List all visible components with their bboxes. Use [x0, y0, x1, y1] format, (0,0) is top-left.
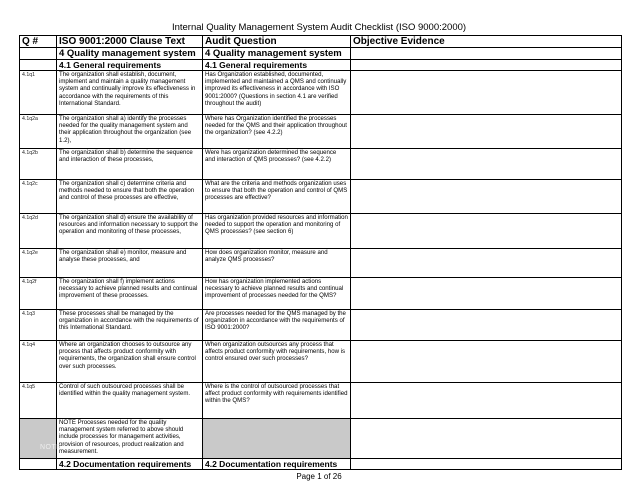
- evidence-cell[interactable]: [351, 149, 622, 180]
- audit-question: When organization outsources any process that affects product conformity with requirements, how is control ensured over such processes?: [203, 341, 351, 383]
- evidence-cell[interactable]: [351, 48, 622, 60]
- document-title: Internal Quality Management System Audit Checklist (ISO 9000:2000): [171, 22, 467, 33]
- audit-question: How has organization implemented actions necessary to achieve planned results and continual improvement of processes needed for the QMS?: [203, 278, 351, 310]
- clause-text: The organization shall c) determine criteria and methods needed to ensure that both the operation and control of these processes are effective,: [57, 180, 203, 214]
- evidence-cell[interactable]: [351, 310, 622, 341]
- table-row: [20, 71, 622, 115]
- section-row-4-2: [20, 459, 622, 470]
- evidence-cell[interactable]: [351, 459, 622, 470]
- clause-text: The organization shall a) identify the processes needed for the quality management system and their application throughout the organization (see 1.2),: [57, 115, 203, 149]
- evidence-cell[interactable]: [351, 71, 622, 115]
- clause-text: The organization shall b) determine the sequence and interaction of these processes,: [57, 149, 203, 180]
- section-q-empty: [20, 459, 57, 470]
- table-row: [20, 180, 622, 214]
- table-row: [20, 278, 622, 310]
- evidence-cell[interactable]: [351, 180, 622, 214]
- question-number: 4.1q3: [20, 310, 57, 341]
- audit-question: What are the criteria and methods organization uses to ensure that both the operation and control of QMS processes are effective?: [203, 180, 351, 214]
- question-number: 4.1q2d: [20, 214, 57, 249]
- clause-text: The organization shall d) ensure the availability of resources and information necessary to support the operation and monitoring of these processes,: [57, 214, 203, 249]
- table-row: [20, 149, 622, 180]
- question-number: 4.1q2b: [20, 149, 57, 180]
- note-q-empty: [20, 419, 57, 459]
- evidence-cell[interactable]: [351, 383, 622, 419]
- question-number: 4.1q2f: [20, 278, 57, 310]
- section-q-empty: [20, 48, 57, 60]
- table-row: [20, 383, 622, 419]
- note-text: NOTE Processes needed for the quality management system referred to above should include processes for management activities, provision of resources, product realization and measurement.: [57, 419, 203, 459]
- page-footer: Page 1 of 26: [296, 472, 342, 481]
- note-row: [20, 419, 622, 459]
- audit-question: Were has organization determined the sequence and interaction of QMS processes? (see 4.2.2): [203, 149, 351, 180]
- note-question-empty: [203, 419, 351, 459]
- question-number: 4.1q1: [20, 71, 57, 115]
- evidence-cell[interactable]: [351, 115, 622, 149]
- section-question: 4.2 Documentation requirements: [203, 459, 351, 470]
- header-evidence: Objective Evidence: [351, 36, 622, 48]
- header-clause: ISO 9001:2000 Clause Text: [57, 36, 203, 48]
- watermark: NOTE: [40, 444, 62, 451]
- audit-question: Are processes needed for the QMS managed by the organization in accordance with the requirements of ISO 9001:2000?: [203, 310, 351, 341]
- header-question: Audit Question: [203, 36, 351, 48]
- evidence-cell[interactable]: [351, 214, 622, 249]
- section-clause: 4.1 General requirements: [57, 60, 203, 71]
- question-number: 4.1q2e: [20, 249, 57, 278]
- clause-text: The organization shall e) monitor, measure and analyse these processes, and: [57, 249, 203, 278]
- section-clause: 4 Quality management system: [57, 48, 203, 60]
- table-row: [20, 249, 622, 278]
- section-q-empty: [20, 60, 57, 71]
- section-question: 4 Quality management system: [203, 48, 351, 60]
- evidence-cell[interactable]: [351, 278, 622, 310]
- table-row: [20, 310, 622, 341]
- audit-question: How does organization monitor, measure and analyze QMS processes?: [203, 249, 351, 278]
- table-row: [20, 341, 622, 383]
- question-number: 4.1q2c: [20, 180, 57, 214]
- clause-text: The organization shall f) implement actions necessary to achieve planned results and continual improvement of these processes.: [57, 278, 203, 310]
- question-number: 4.1q5: [20, 383, 57, 419]
- table-row: [20, 214, 622, 249]
- clause-text: The organization shall establish, document, implement and maintain a quality management system and continually improve its effectiveness in accordance with the requirements of this International Standard.: [57, 71, 203, 115]
- evidence-cell[interactable]: [351, 60, 622, 71]
- question-number: 4.1q4: [20, 341, 57, 383]
- header-q-num: Q #: [20, 36, 57, 48]
- section-row-4: [20, 48, 622, 60]
- audit-question: Has organization provided resources and information needed to support the operation and monitoring of QMS processes? (see section 6): [203, 214, 351, 249]
- section-question: 4.1 General requirements: [203, 60, 351, 71]
- section-row-4-1: [20, 60, 622, 71]
- audit-question: Where has Organization identified the processes needed for the QMS and their application throughout the organization? (see 4.2.2): [203, 115, 351, 149]
- table-row: [20, 115, 622, 149]
- table-header-row: [20, 36, 622, 48]
- clause-text: Where an organization chooses to outsource any process that affects product conformity with requirements, the organization shall ensure control over such processes.: [57, 341, 203, 383]
- section-clause: 4.2 Documentation requirements: [57, 459, 203, 470]
- audit-checklist-table: [19, 35, 622, 470]
- evidence-cell[interactable]: [351, 419, 622, 459]
- question-number: 4.1q2a: [20, 115, 57, 149]
- audit-question: Has Organization established, documented, implemented and maintained a QMS and continually improved its effectiveness in accordance with ISO 9001:2000? (Questions in section 4.1 are verified throughout the audit): [203, 71, 351, 115]
- evidence-cell[interactable]: [351, 249, 622, 278]
- clause-text: Control of such outsourced processes shall be identified within the quality management system.: [57, 383, 203, 419]
- clause-text: These processes shall be managed by the organization in accordance with the requirements of this International Standard.: [57, 310, 203, 341]
- audit-question: Where is the control of outsourced processes that affect product conformity with requirements identified within the QMS?: [203, 383, 351, 419]
- evidence-cell[interactable]: [351, 341, 622, 383]
